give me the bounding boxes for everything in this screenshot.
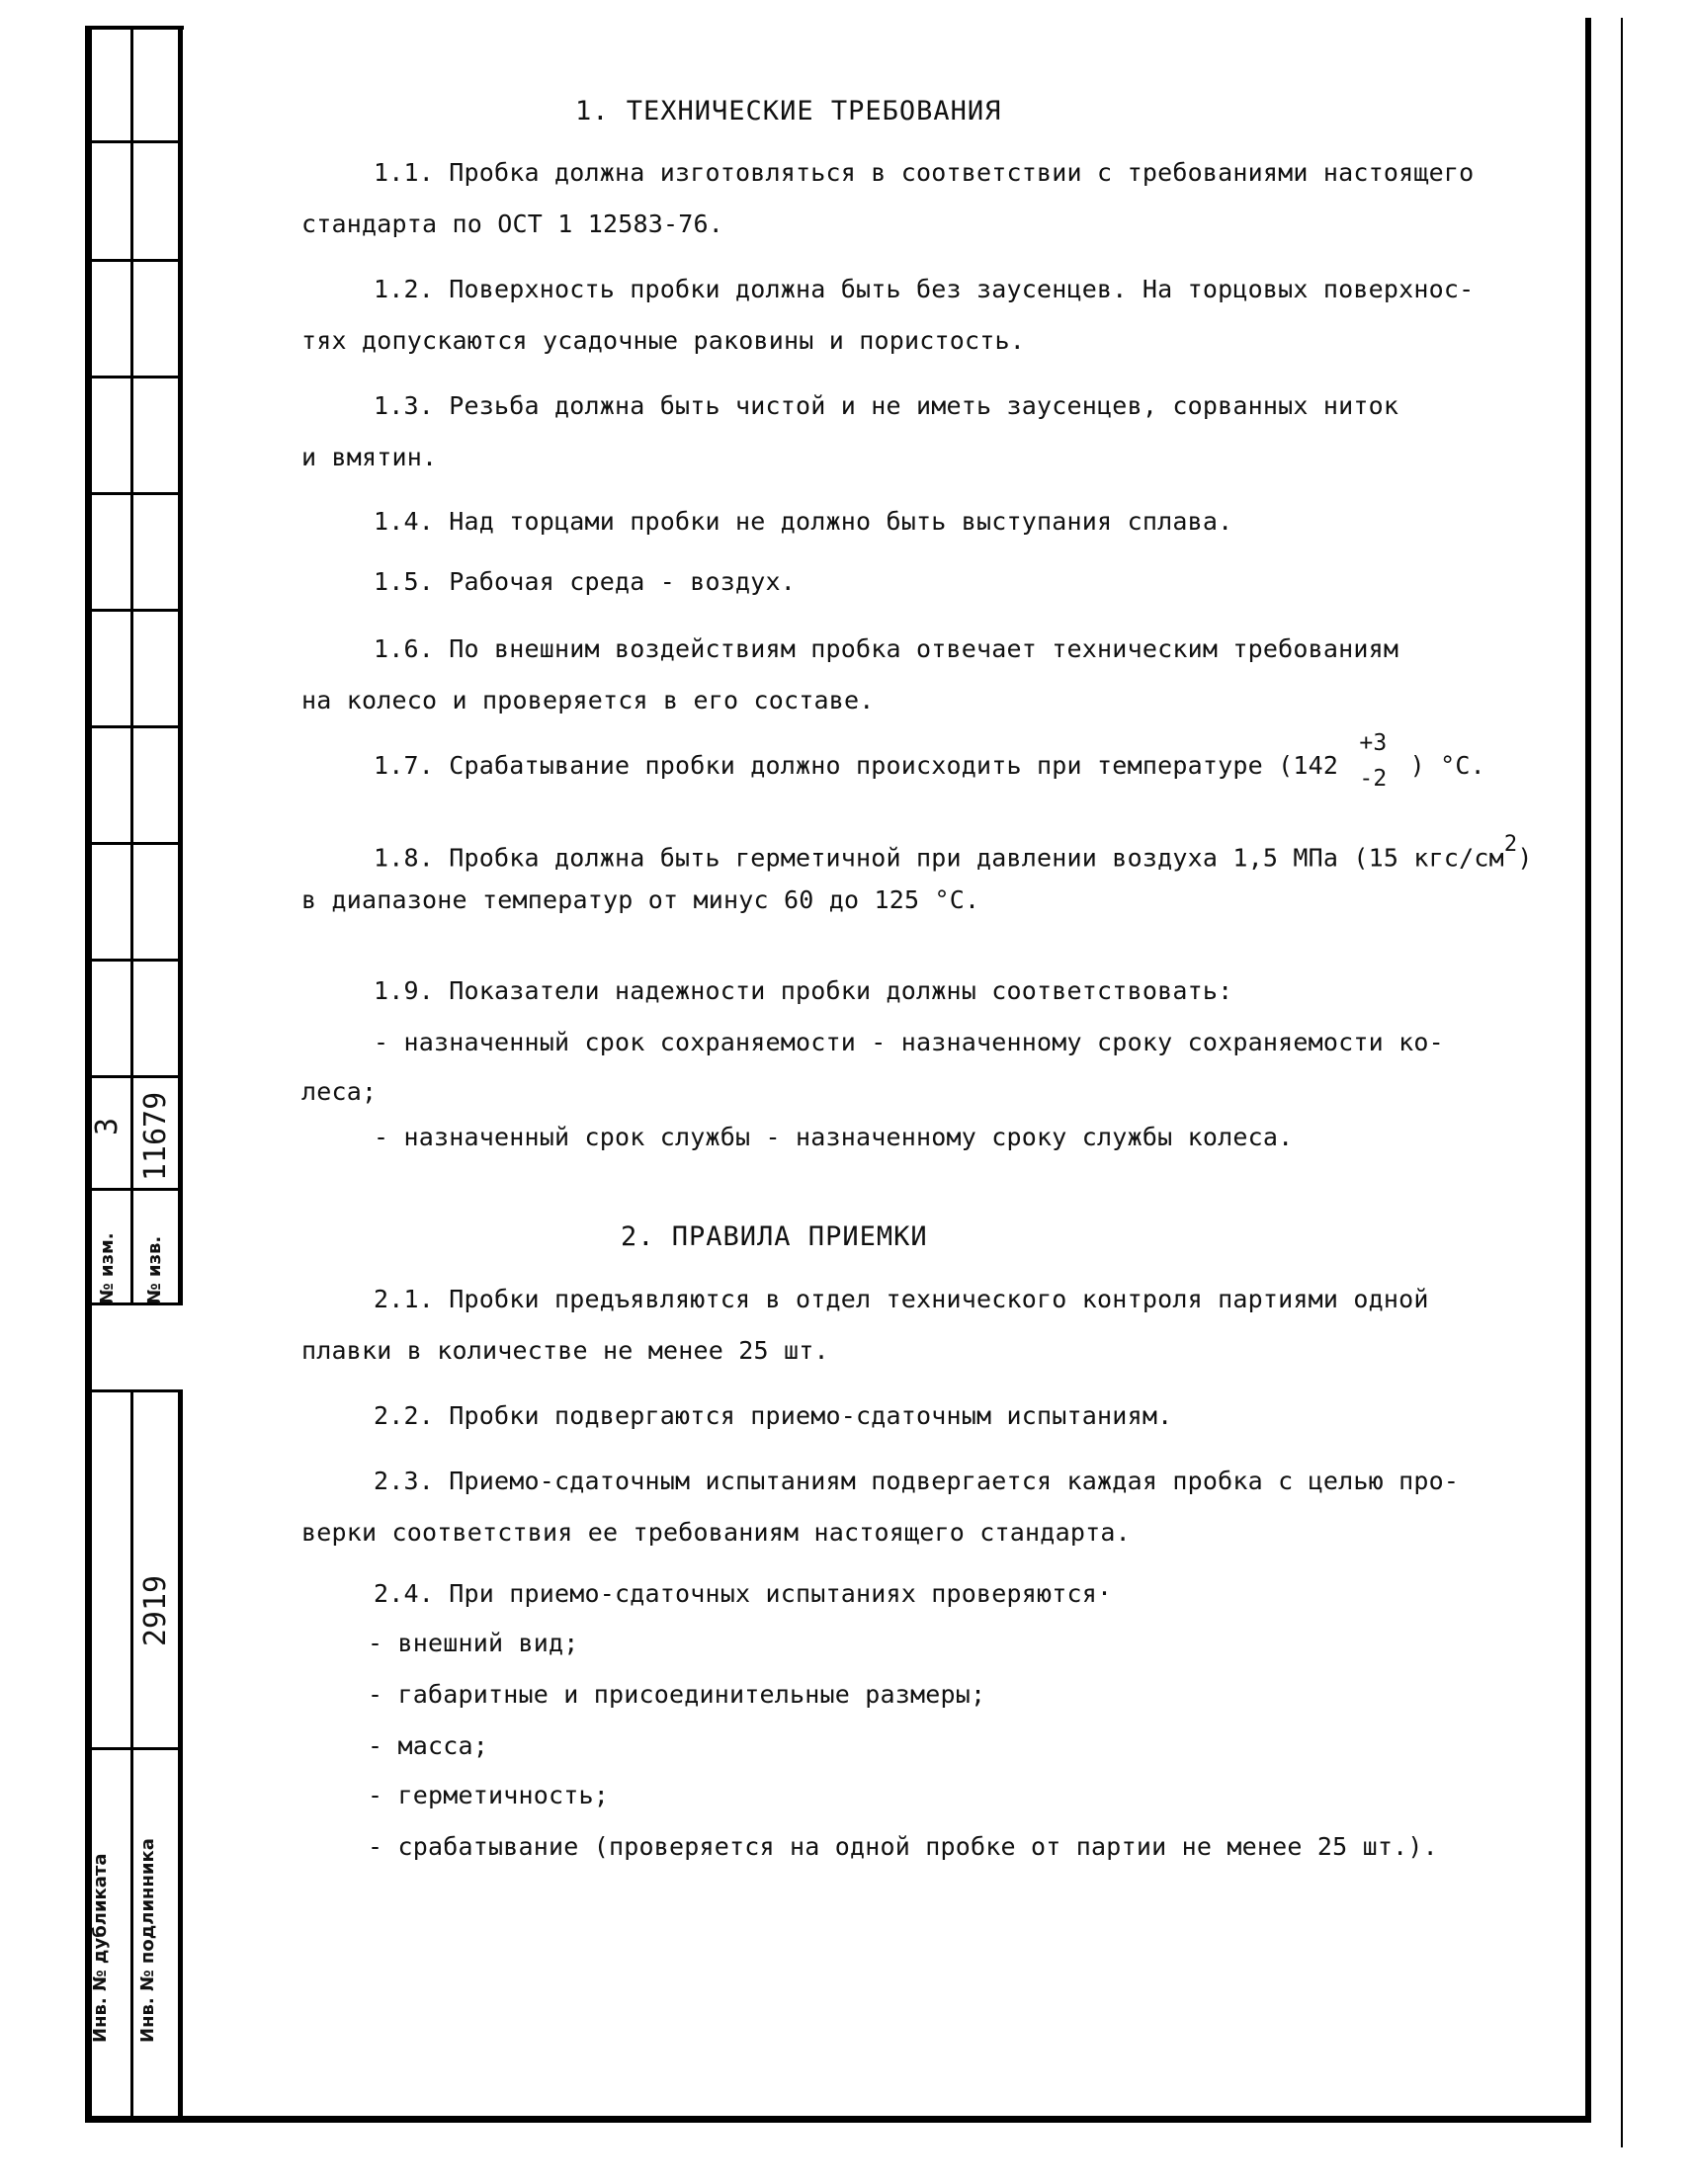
- paragraph-1-8-end: ): [1517, 843, 1533, 873]
- paragraph-1-9-item-1-line-2: леса;: [301, 1077, 378, 1106]
- duplicate-inventory-label: Инв. № дубликата: [90, 1853, 111, 2043]
- stamp-row-line: [85, 492, 183, 495]
- paragraph-1-3-line-2: и вмятин.: [301, 443, 438, 471]
- unit-superscript: 2: [1503, 832, 1518, 857]
- stamp-column-divider: [130, 26, 133, 1304]
- inventory-number-value: 2919: [138, 1574, 173, 1647]
- paragraph-1-2-line-2: тях допускаются усадочные раковины и пористость.: [301, 326, 1026, 355]
- notice-number-label: № изв.: [144, 1235, 165, 1304]
- paragraph-1-2-line-1: 1.2. Поверхность пробки должна быть без заусенцев. На торцовых поверхнос-: [374, 275, 1475, 303]
- paragraph-1-7-end: ) °С.: [1409, 751, 1485, 780]
- frame-right-outer-line: [1621, 18, 1623, 2147]
- section-2-title: 2. ПРАВИЛА ПРИЕМКИ: [621, 1221, 928, 1252]
- paragraph-2-1-line-1: 2.1. Пробки предъявляются в отдел технического контроля партиями одной: [374, 1285, 1429, 1313]
- frame-bottom-border: [85, 2116, 1591, 2123]
- paragraph-1-9: 1.9. Показатели надежности пробки должны соответствовать:: [374, 976, 1233, 1005]
- original-inventory-label: Инв. № подлинника: [137, 1838, 158, 2043]
- stamp-row-line: [85, 725, 183, 728]
- stamp-row-line: [85, 376, 183, 378]
- stamp-column-right-border: [178, 26, 183, 1304]
- change-number-label: № изм.: [97, 1232, 118, 1304]
- paragraph-1-1-line-2: стандарта по ОСТ 1 12583-76.: [301, 210, 724, 238]
- paragraph-2-1-line-2: плавки в количестве не менее 25 шт.: [301, 1336, 829, 1365]
- check-item-3: - масса;: [368, 1731, 489, 1760]
- paragraph-1-8-line-1: [374, 832, 1533, 873]
- paragraph-2-2: 2.2. Пробки подвергаются приемо-сдаточным испытаниям.: [374, 1401, 1173, 1430]
- paragraph-2-3-line-2: верки соответствия ее требованиям настоящего стандарта.: [301, 1518, 1131, 1547]
- paragraph-1-7-text: 1.7. Срабатывание пробки должно происходить при температуре (142: [374, 751, 1339, 780]
- notice-number-value: 11679: [138, 1091, 173, 1182]
- stamp-row-line: [85, 1389, 183, 1392]
- paragraph-2-3-line-1: 2.3. Приемо-сдаточным испытаниям подвергается каждая пробка с целью про-: [374, 1467, 1460, 1495]
- paragraph-1-9-item-2: - назначенный срок службы - назначенному сроку службы колеса.: [374, 1123, 1294, 1151]
- check-item-1: - внешний вид;: [368, 1629, 579, 1657]
- stamp-row-line: [85, 959, 183, 962]
- section-1-title: 1. ТЕХНИЧЕСКИЕ ТРЕБОВАНИЯ: [575, 96, 1002, 126]
- paragraph-2-4: 2.4. При приемо-сдаточных испытаниях проверяются·: [374, 1579, 1113, 1608]
- temperature-tolerance: [1353, 730, 1395, 792]
- check-item-2: - габаритные и присоединительные размеры;: [368, 1680, 986, 1709]
- frame-left-border: [85, 26, 92, 2123]
- stamp-row-line: [85, 140, 183, 143]
- stamp-row-line: [85, 842, 183, 845]
- paragraph-1-4: 1.4. Над торцами пробки не должно быть выступания сплава.: [374, 507, 1233, 536]
- paragraph-1-3-line-1: 1.3. Резьба должна быть чистой и не иметь заусенцев, сорванных ниток: [374, 391, 1399, 420]
- stamp-row-line: [85, 259, 183, 262]
- tolerance-upper: +3: [1359, 730, 1388, 756]
- change-number-value: 3: [90, 1117, 125, 1136]
- paragraph-1-7: [374, 730, 1485, 792]
- paragraph-1-5: 1.5. Рабочая среда - воздух.: [374, 567, 797, 596]
- frame-right-border: [1585, 18, 1591, 2123]
- stamp-column-right-border-lower: [178, 1391, 183, 2123]
- check-item-4: - герметичность;: [368, 1781, 610, 1809]
- paragraph-1-1-line-1: 1.1. Пробка должна изготовляться в соответствии с требованиями настоящего: [374, 158, 1475, 187]
- paragraph-1-6-line-1: 1.6. По внешним воздействиям пробка отвечает техническим требованиям: [374, 634, 1399, 663]
- check-item-5: - срабатывание (проверяется на одной пробке от партии не менее 25 шт.).: [368, 1832, 1438, 1861]
- paragraph-1-8-text: 1.8. Пробка должна быть герметичной при давлении воздуха 1,5 МПа (15 кгс/см: [374, 843, 1504, 873]
- stamp-row-line: [85, 609, 183, 612]
- paragraph-1-8-line-2: в диапазоне температур от минус 60 до 125 °С.: [301, 885, 980, 914]
- paragraph-1-9-item-1-line-1: - назначенный срок сохраняемости - назначенному сроку сохраняемости ко-: [374, 1028, 1444, 1056]
- tolerance-lower: -2: [1359, 766, 1388, 792]
- paragraph-1-6-line-2: на колесо и проверяется в его составе.: [301, 686, 875, 714]
- frame-top-border: [85, 26, 184, 30]
- stamp-row-line: [85, 1747, 183, 1750]
